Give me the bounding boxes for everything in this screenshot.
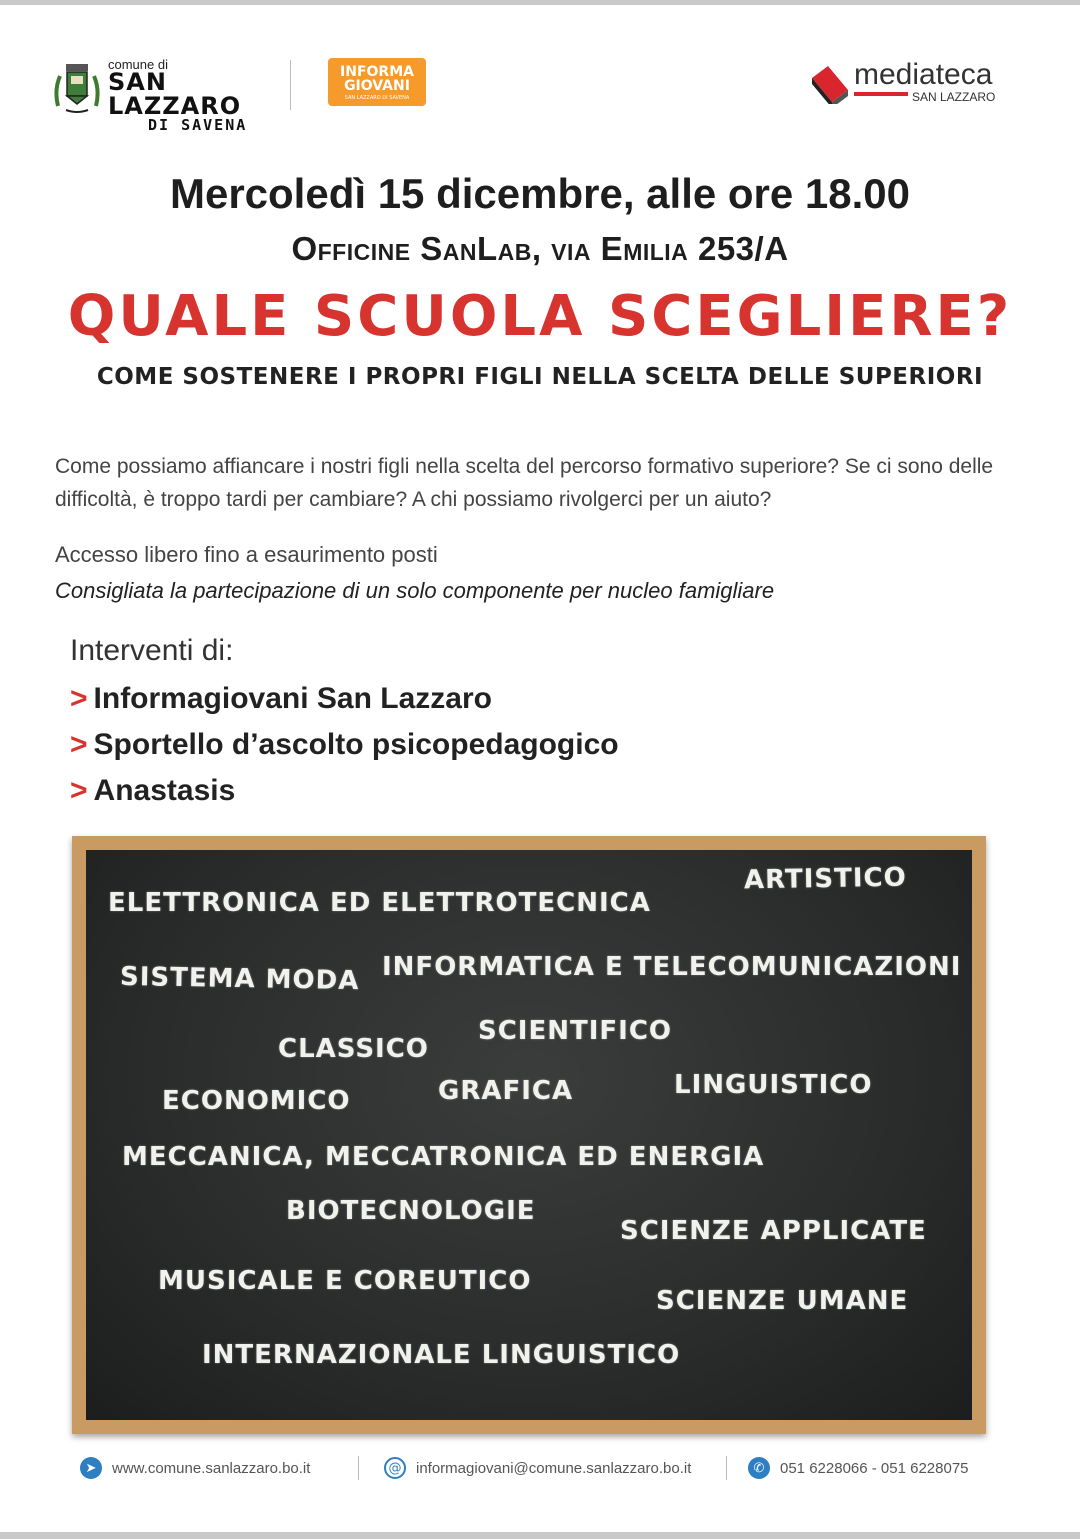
- chalkboard-frame: [72, 836, 986, 1434]
- interventi-list: [70, 680, 619, 818]
- book-icon: [808, 64, 852, 104]
- footer-email[interactable]: [384, 1452, 691, 1484]
- arrow-icon: >: [70, 774, 88, 807]
- website-link[interactable]: www.comune.sanlazzaro.bo.it: [112, 1459, 311, 1477]
- informa-line1: INFORMA: [340, 64, 414, 80]
- event-date: Mercoledì 15 dicembre, alle ore 18.00: [169, 170, 911, 217]
- event-place: Officine SanLab, via Emilia 253/A: [291, 230, 789, 267]
- access-text: Accesso libero fino a esaurimento posti: [55, 542, 438, 567]
- chalk-word: ECONOMICO: [162, 1086, 351, 1116]
- footer-phone[interactable]: [748, 1452, 969, 1484]
- chalk-word: ELETTRONICA ED ELETTROTECNICA: [108, 888, 651, 918]
- mediateca-underline: [854, 92, 908, 96]
- comune-di: comune di: [108, 57, 168, 72]
- phone-numbers[interactable]: 051 6228066 - 051 6228075: [780, 1459, 969, 1477]
- arrow-icon: >: [70, 728, 88, 761]
- top-border: [0, 0, 1080, 5]
- intervento-label: Anastasis: [93, 774, 236, 807]
- informa-line2: GIOVANI: [344, 78, 410, 94]
- mediateca-name: mediateca: [854, 58, 993, 91]
- footer-separator: [726, 1456, 727, 1480]
- footer: [0, 1452, 1080, 1484]
- chalk-word: INTERNAZIONALE LINGUISTICO: [202, 1340, 681, 1370]
- list-item: [70, 680, 619, 726]
- header-divider: [290, 60, 291, 110]
- footer-separator: [358, 1456, 359, 1480]
- at-icon: @: [384, 1457, 406, 1479]
- intervento-label: Sportello d’ascolto psicopedagogico: [93, 728, 619, 761]
- list-item: [70, 726, 619, 772]
- mediateca-sub: SAN LAZZARO: [912, 90, 996, 104]
- informa-sub: SAN LAZZARO DI SAVENA: [344, 95, 410, 101]
- chalk-word: SISTEMA MODA: [119, 961, 360, 997]
- chalk-word: SCIENTIFICO: [478, 1016, 673, 1046]
- list-item: [70, 772, 619, 818]
- chalk-word: SCIENZE UMANE: [656, 1286, 909, 1316]
- chalk-word: INFORMATICA E TELECOMUNICAZIONI: [382, 952, 962, 982]
- chalk-word: SCIENZE APPLICATE: [620, 1216, 927, 1246]
- crest-icon: [52, 60, 102, 116]
- intro-text: Come possiamo affiancare i nostri figli nella scelta del percorso formativo superiore? Se ci sono delle difficoltà, è troppo tardi per cambiare? A chi possiamo rivolgerci per un aiuto?: [55, 455, 994, 511]
- arrow-icon: >: [70, 682, 88, 715]
- footer-website[interactable]: [80, 1452, 310, 1484]
- chalk-word: CLASSICO: [278, 1034, 429, 1064]
- chalk-word: BIOTECNOLOGIE: [286, 1196, 536, 1226]
- comune-sub: DI SAVENA: [148, 116, 248, 134]
- email-link[interactable]: informagiovani@comune.sanlazzaro.bo.it: [416, 1459, 692, 1477]
- recommendation-text: Consigliata la partecipazione di un solo componente per nucleo famigliare: [55, 578, 775, 603]
- mediateca-logo: [808, 60, 998, 110]
- chalk-word: ARTISTICO: [743, 862, 907, 896]
- chalk-word: LINGUISTICO: [674, 1070, 873, 1100]
- event-title: QUALE SCUOLA SCEGLIERE?: [67, 284, 1013, 349]
- chalkboard: [86, 850, 972, 1420]
- chalk-word: MECCANICA, MECCATRONICA ED ENERGIA: [122, 1142, 765, 1172]
- chalk-word: GRAFICA: [438, 1076, 574, 1106]
- chalk-word: MUSICALE E COREUTICO: [158, 1266, 532, 1296]
- intervento-label: Informagiovani San Lazzaro: [93, 682, 492, 715]
- phone-icon: ✆: [748, 1457, 770, 1479]
- event-subtitle: COME SOSTENERE I PROPRI FIGLI NELLA SCELTA DELLE SUPERIORI: [96, 364, 984, 390]
- bottom-border: [0, 1532, 1080, 1539]
- informagiovani-logo: [328, 58, 426, 106]
- interventi-title: Interventi di:: [70, 634, 234, 667]
- cursor-icon: ➤: [80, 1457, 102, 1479]
- comune-name: SAN LAZZARO: [108, 68, 242, 120]
- comune-logo: [52, 57, 292, 134]
